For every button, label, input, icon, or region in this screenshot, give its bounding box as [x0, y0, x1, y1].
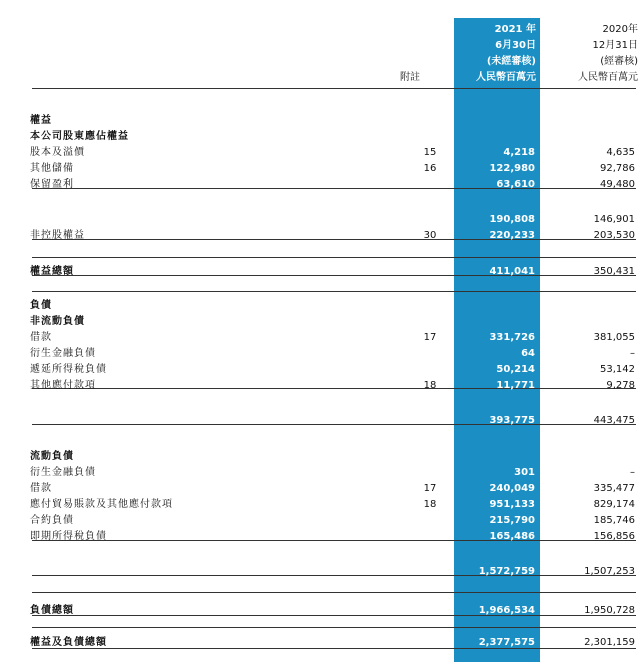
prior-value: 381,055: [593, 332, 635, 343]
row-label: 其他儲備: [30, 163, 74, 174]
row-label: 股本及溢價: [30, 147, 85, 158]
prior-value: 829,174: [593, 499, 635, 510]
prior-value: –: [630, 348, 635, 359]
subtotal-row: [0, 413, 640, 429]
table-row: [0, 635, 640, 651]
row-label: 衍生金融負債: [30, 348, 96, 359]
row-label: 非流動負債: [30, 316, 85, 327]
row-label: 遞延所得稅負債: [30, 364, 107, 375]
current-value: 4,218: [503, 147, 535, 158]
table-row: [0, 113, 640, 129]
table-row: [0, 449, 640, 465]
prior-value: 350,431: [593, 266, 635, 277]
row-label: 保留盈利: [30, 179, 74, 190]
current-value: 63,610: [496, 179, 535, 190]
divider: [32, 88, 636, 89]
current-value: 190,808: [489, 214, 535, 225]
table-row: [0, 497, 640, 513]
table-row: [0, 330, 640, 346]
current-value: 122,980: [489, 163, 535, 174]
current-audit-status: (未經審核): [486, 56, 536, 67]
current-currency-unit: 人民幣百萬元: [476, 72, 536, 83]
table-row: [0, 603, 640, 619]
row-label: 借款: [30, 483, 52, 494]
current-value: 1,572,759: [478, 566, 535, 577]
row-note: 18: [423, 499, 437, 510]
prior-value: 4,635: [606, 147, 635, 158]
prior-value: 203,530: [593, 230, 635, 241]
row-label: 權益及負債總額: [30, 637, 107, 648]
subtotal-row: [0, 212, 640, 228]
current-value: 240,049: [489, 483, 535, 494]
table-row: [0, 177, 640, 193]
table-row: [0, 161, 640, 177]
row-label: 權益: [30, 115, 52, 126]
row-label: 非控股權益: [30, 230, 85, 241]
divider: [32, 291, 636, 292]
prior-value: 1,507,253: [584, 566, 635, 577]
prior-value: 443,475: [593, 415, 635, 426]
current-value: 411,041: [489, 266, 535, 277]
prior-value: 335,477: [593, 483, 635, 494]
table-row: [0, 314, 640, 330]
row-label: 其他應付款項: [30, 380, 96, 391]
current-value: 215,790: [489, 515, 535, 526]
current-value: 951,133: [489, 499, 535, 510]
row-label: 負債總額: [30, 605, 74, 616]
row-label: 合約負債: [30, 515, 74, 526]
column-header-note: 附註: [400, 72, 420, 83]
row-note: 17: [423, 332, 437, 343]
table-row: [0, 378, 640, 394]
prior-value: 92,786: [600, 163, 635, 174]
current-date: 6月30日: [495, 40, 536, 51]
current-value: 11,771: [496, 380, 535, 391]
row-note: 16: [423, 163, 437, 174]
prior-value: 156,856: [593, 531, 635, 542]
current-value: 2,377,575: [478, 637, 535, 648]
divider: [32, 592, 636, 593]
prior-value: 185,746: [593, 515, 635, 526]
table-row: [0, 298, 640, 314]
row-label: 借款: [30, 332, 52, 343]
row-label: 應付貿易賬款及其他應付款項: [30, 499, 173, 510]
divider: [32, 257, 636, 258]
table-row: [0, 129, 640, 145]
current-value: 165,486: [489, 531, 535, 542]
row-note: 17: [423, 483, 437, 494]
table-row: [0, 481, 640, 497]
table-row: [0, 465, 640, 481]
prior-value: 146,901: [593, 214, 635, 225]
table-row: [0, 362, 640, 378]
subtotal-row: [0, 564, 640, 580]
prior-value: 9,278: [606, 380, 635, 391]
table-row: [0, 346, 640, 362]
prior-year: 2020年: [602, 24, 638, 35]
prior-value: –: [630, 467, 635, 478]
row-label: 即期所得稅負債: [30, 531, 107, 542]
current-year: 2021 年: [494, 24, 536, 35]
row-label: 權益總額: [30, 266, 74, 277]
current-value: 64: [521, 348, 535, 359]
table-row: [0, 513, 640, 529]
current-value: 220,233: [489, 230, 535, 241]
row-note: 30: [423, 230, 437, 241]
current-value: 1,966,534: [478, 605, 535, 616]
row-note: 18: [423, 380, 437, 391]
prior-audit-status: (經審核): [600, 56, 638, 67]
current-value: 301: [514, 467, 535, 478]
row-label: 衍生金融負債: [30, 467, 96, 478]
prior-value: 1,950,728: [584, 605, 635, 616]
prior-value: 49,480: [600, 179, 635, 190]
current-value: 50,214: [496, 364, 535, 375]
row-label: 負債: [30, 300, 52, 311]
table-row: [0, 264, 640, 280]
row-label: 流動負債: [30, 451, 74, 462]
row-label: 本公司股東應佔權益: [30, 131, 129, 142]
table-row: [0, 228, 640, 244]
table-row: [0, 145, 640, 161]
prior-currency-unit: 人民幣百萬元: [578, 72, 638, 83]
prior-date: 12月31日: [592, 40, 638, 51]
prior-value: 2,301,159: [584, 637, 635, 648]
current-value: 393,775: [489, 415, 535, 426]
prior-value: 53,142: [600, 364, 635, 375]
current-value: 331,726: [489, 332, 535, 343]
divider: [32, 627, 636, 628]
table-row: [0, 529, 640, 545]
row-note: 15: [423, 147, 437, 158]
